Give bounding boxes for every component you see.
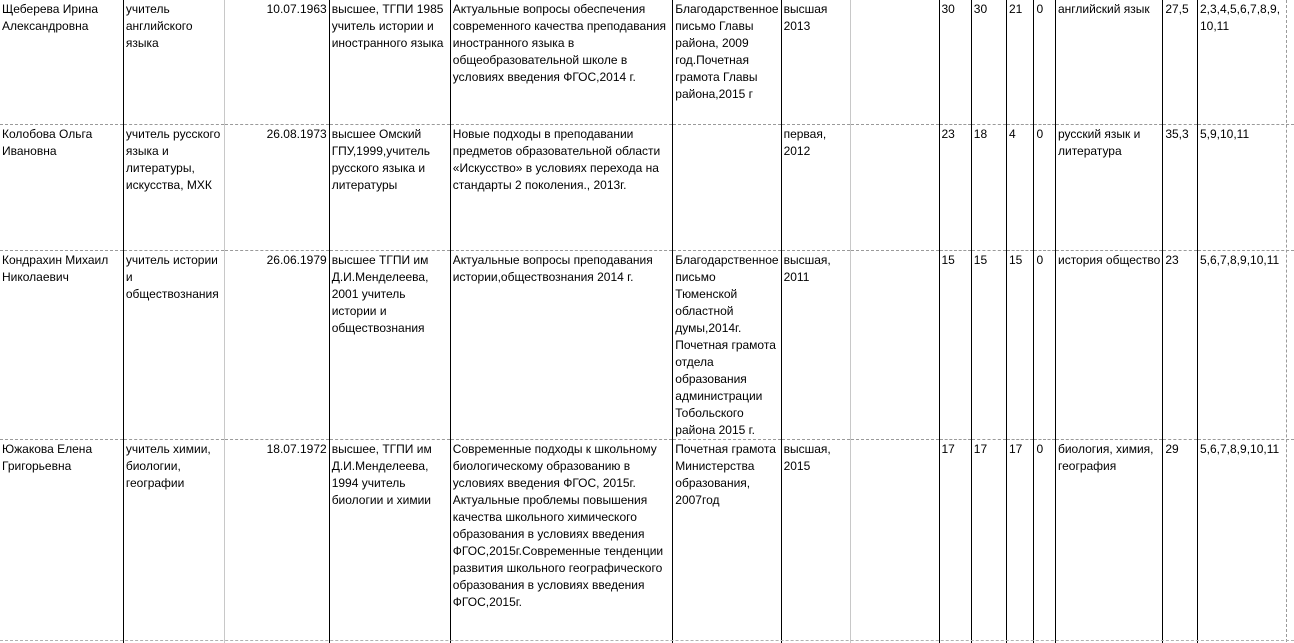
teacher-name: Щеберева Ирина Александровна bbox=[0, 0, 123, 124]
category: высшая, 2015 bbox=[781, 439, 850, 643]
empty-cell bbox=[850, 0, 939, 124]
birth-date: 26.06.1979 bbox=[224, 250, 329, 439]
count-value: 0 bbox=[1034, 124, 1056, 250]
awards: Благодарственное письмо Главы района, 2009 год.Почетная грамота Главы района,2015 г bbox=[673, 0, 781, 124]
education: высшее ТГПИ им Д.И.Менделеева, 2001 учитель истории и обществознания bbox=[329, 250, 450, 439]
teacher-position: учитель английского языка bbox=[123, 0, 224, 124]
education: высшее, ТГПИ 1985 учитель истории и иностранного языка bbox=[329, 0, 450, 124]
table-row[interactable] bbox=[0, 0, 1294, 124]
experience-school: 17 bbox=[1006, 439, 1034, 643]
courses: Новые подходы в преподавании предметов образовательной области «Искусство» в условиях перехода на стандарты 2 поколения., 2013г. bbox=[450, 124, 672, 250]
count-value: 0 bbox=[1034, 250, 1056, 439]
empty-cell bbox=[850, 439, 939, 643]
awards: Благодарственное письмо Тюменской областной думы,2014г. Почетная грамота отдела образования администрации Тобольского района 2015 г. bbox=[673, 250, 781, 439]
table-row[interactable] bbox=[0, 439, 1294, 643]
count-value: 0 bbox=[1034, 0, 1056, 124]
teacher-position: учитель русского языка и литературы, искусства, МХК bbox=[123, 124, 224, 250]
subject: русский язык и литература bbox=[1055, 124, 1162, 250]
experience-school: 15 bbox=[1006, 250, 1034, 439]
courses: Современные подходы к школьному биологическому образованию в условиях введения ФГОС, 2015г. Актуальные проблемы повышения качества школьного химического образования в условиях введения ФГОС,2015г.Современные тенденции развития школьного географического образования в условиях введения ФГОС,2015г. bbox=[450, 439, 672, 643]
experience-school: 21 bbox=[1006, 0, 1034, 124]
category: первая, 2012 bbox=[781, 124, 850, 250]
education: высшее Омский ГПУ,1999,учитель русского языка и литературы bbox=[329, 124, 450, 250]
count-value: 0 bbox=[1034, 439, 1056, 643]
experience-total: 15 bbox=[939, 250, 971, 439]
birth-date: 18.07.1972 bbox=[224, 439, 329, 643]
teaching-load: 27,5 bbox=[1163, 0, 1198, 124]
experience-teaching: 17 bbox=[971, 439, 1006, 643]
experience-teaching: 18 bbox=[971, 124, 1006, 250]
subject: английский язык bbox=[1055, 0, 1162, 124]
subject: биология, химия, география bbox=[1055, 439, 1162, 643]
courses: Актуальные вопросы преподавания истории,обществознания 2014 г. bbox=[450, 250, 672, 439]
classes: 2,3,4,5,6,7,8,9, 10,11 bbox=[1197, 0, 1294, 124]
teacher-name: Кондрахин Михаил Николаевич bbox=[0, 250, 123, 439]
teaching-load: 29 bbox=[1163, 439, 1198, 643]
category: высшая, 2011 bbox=[781, 250, 850, 439]
empty-cell bbox=[850, 250, 939, 439]
birth-date: 26.08.1973 bbox=[224, 124, 329, 250]
subject: история общество bbox=[1055, 250, 1162, 439]
classes: 5,9,10,11 bbox=[1197, 124, 1294, 250]
page-bottom-line bbox=[0, 640, 1294, 641]
courses: Актуальные вопросы обеспечения современного качества преподавания иностранного языка в общеобразовательной школе в условиях введения ФГОС,2014 г. bbox=[450, 0, 672, 124]
experience-teaching: 15 bbox=[971, 250, 1006, 439]
page-break-line bbox=[1286, 0, 1287, 642]
table-row[interactable] bbox=[0, 124, 1294, 250]
education: высшее, ТГПИ им Д.И.Менделеева, 1994 учитель биологии и химии bbox=[329, 439, 450, 643]
teaching-load: 23 bbox=[1163, 250, 1198, 439]
awards bbox=[673, 124, 781, 250]
teacher-name: Южакова Елена Григорьевна bbox=[2, 441, 93, 473]
classes: 5,6,7,8,9,10,11 bbox=[1197, 250, 1294, 439]
table-row[interactable] bbox=[0, 250, 1294, 439]
experience-teaching: 30 bbox=[971, 0, 1006, 124]
classes: 5,6,7,8,9,10,11 bbox=[1197, 439, 1294, 643]
experience-school: 4 bbox=[1006, 124, 1034, 250]
teacher-name: Колобова Ольга Ивановна bbox=[0, 124, 123, 250]
experience-total: 17 bbox=[939, 439, 971, 643]
awards: Почетная грамота Министерства образования, 2007год bbox=[673, 439, 781, 643]
birth-date: 10.07.1963 bbox=[224, 0, 329, 124]
teaching-load: 35,3 bbox=[1163, 124, 1198, 250]
experience-total: 30 bbox=[939, 0, 971, 124]
teacher-position: учитель истории и обществознания bbox=[123, 250, 224, 439]
teacher-position: учитель химии, биологии, географии bbox=[123, 439, 224, 643]
empty-cell bbox=[850, 124, 939, 250]
category: высшая 2013 bbox=[781, 0, 850, 124]
experience-total: 23 bbox=[939, 124, 971, 250]
